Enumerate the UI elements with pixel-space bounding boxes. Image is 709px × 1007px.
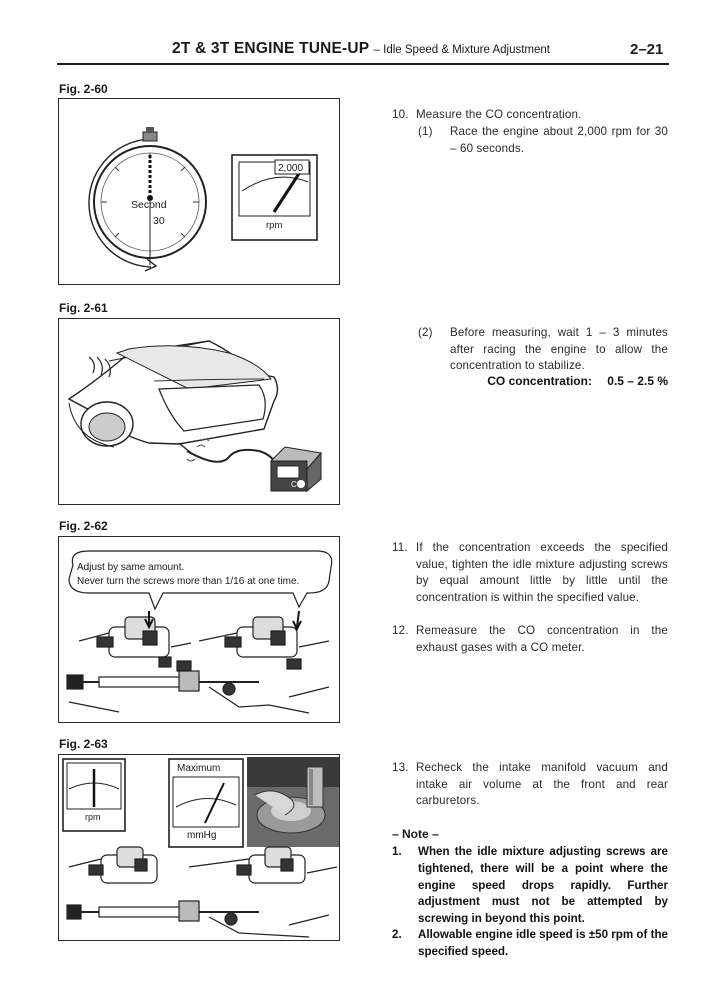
- step-10-text: Measure the CO concentration.: [416, 108, 582, 121]
- note-item-1: [392, 844, 668, 928]
- stopwatch-rpm-illustration: [59, 99, 340, 285]
- note-item-2-number: 2.: [392, 928, 402, 941]
- note-title: – Note –: [392, 827, 439, 841]
- gauge-2000-label: 2,000: [278, 163, 304, 174]
- step-13-text: Recheck the intake manifold vacuum and intake air volume at the front and rear carburetors.: [416, 761, 668, 808]
- step-13: [392, 760, 668, 810]
- vacuum-mmhg-label: mmHg: [187, 830, 217, 841]
- step-10-sub-1-number: (1): [418, 125, 433, 138]
- figure-2-62: [58, 536, 340, 723]
- step-11: [392, 540, 668, 606]
- step-10-sub-2: [418, 325, 668, 375]
- step-11-text: If the concentration exceeds the specified value, tighten the idle mixture adjusting screws by equal amount little by little until the concentration is within the specified value.: [416, 541, 668, 604]
- figure-2-63: [58, 754, 340, 941]
- header-rule: [57, 63, 669, 65]
- header-subtitle: – Idle Speed & Mixture Adjustment: [373, 44, 550, 56]
- note-item-1-number: 1.: [392, 845, 402, 858]
- step-12: [392, 623, 668, 656]
- step-12-text: Remeasure the CO concentration in the exhaust gases with a CO meter.: [416, 624, 668, 654]
- step-12-number: 12.: [392, 624, 409, 637]
- figure-2-60: [58, 98, 340, 285]
- figure-2-61: [58, 318, 340, 505]
- step-11-number: 11.: [392, 541, 408, 554]
- page-header: [172, 40, 550, 58]
- step-10: [392, 107, 668, 124]
- step-10-sub-1-text: Race the engine about 2,000 rpm for 30 – 60 seconds.: [450, 125, 668, 155]
- note-item-1-text: When the idle mixture adjusting screws are tightened, there will be a point where the engine speed drops rapidly. Further adjustment must not be attempted by screwing in beyond this point.: [418, 845, 668, 926]
- step-10-number: 10.: [392, 108, 409, 121]
- header-title: 2T & 3T ENGINE TUNE-UP: [172, 40, 370, 57]
- callout-line-2: Never turn the screws more than 1/16 at one time.: [77, 576, 300, 587]
- callout-line-1: Adjust by same amount.: [77, 562, 185, 573]
- figure-label-2-63: Fig. 2-63: [59, 737, 108, 751]
- rpm-vacuum-gauges-illustration: [59, 755, 340, 941]
- co-spec-value: 0.5 – 2.5 %: [607, 374, 668, 388]
- vacuum-maximum-label: Maximum: [177, 763, 221, 774]
- stopwatch-30-label: 30: [153, 215, 165, 227]
- co-meter-label: CO: [291, 480, 303, 489]
- car-co-meter-illustration: [59, 319, 340, 505]
- rpm-gauge-label: rpm: [85, 812, 101, 822]
- step-13-number: 13.: [392, 761, 409, 774]
- step-10-sub-2-text: Before measuring, wait 1 – 3 minutes after racing the engine to allow the concentration to stabilize.: [450, 326, 668, 373]
- stopwatch-second-label: Second: [131, 199, 167, 211]
- co-spec-label: CO concentration:: [487, 374, 592, 388]
- figure-label-2-62: Fig. 2-62: [59, 519, 108, 533]
- co-concentration-spec: [418, 374, 668, 388]
- carburetor-adjust-illustration: [59, 537, 340, 723]
- note-item-2-text: Allowable engine idle speed is ±50 rpm of the specified speed.: [418, 928, 668, 958]
- note-item-2: [392, 927, 668, 961]
- figure-label-2-61: Fig. 2-61: [59, 301, 108, 315]
- page-number: 2–21: [630, 41, 664, 58]
- step-10-sub-2-number: (2): [418, 326, 433, 339]
- step-10-sub-1: [418, 124, 668, 157]
- gauge-rpm-label: rpm: [266, 220, 283, 231]
- figure-label-2-60: Fig. 2-60: [59, 82, 108, 96]
